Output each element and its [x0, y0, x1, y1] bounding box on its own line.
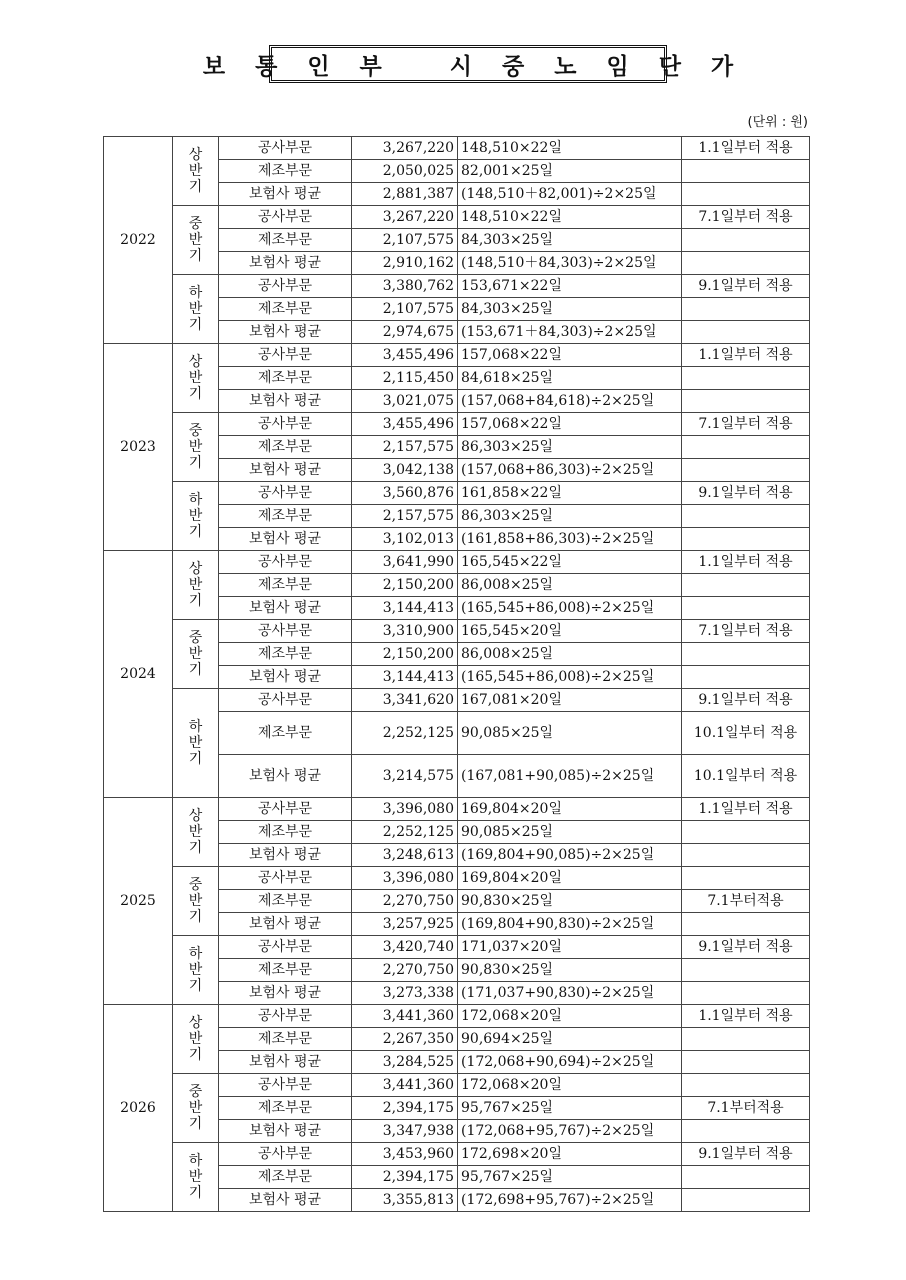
note-cell: 9.1일부터 적용	[682, 482, 810, 505]
sector-cell: 보험사 평균	[219, 666, 352, 689]
amount-cell: 2,881,387	[352, 183, 458, 206]
table-row	[104, 275, 810, 298]
amount-cell: 3,273,338	[352, 982, 458, 1005]
amount-cell: 3,455,496	[352, 344, 458, 367]
amount-cell: 3,396,080	[352, 867, 458, 890]
sector-cell: 공사부문	[219, 867, 352, 890]
note-cell	[682, 298, 810, 321]
sector-cell: 보험사 평균	[219, 844, 352, 867]
sector-cell: 제조부문	[219, 367, 352, 390]
formula-cell: 153,671×22일	[458, 275, 682, 298]
amount-cell: 3,248,613	[352, 844, 458, 867]
amount-cell: 3,144,413	[352, 666, 458, 689]
period-label: 하 반 기	[173, 936, 219, 1005]
amount-cell: 3,455,496	[352, 413, 458, 436]
note-cell	[682, 821, 810, 844]
note-cell: 1.1일부터 적용	[682, 137, 810, 160]
amount-cell: 3,420,740	[352, 936, 458, 959]
period-label: 하 반 기	[173, 275, 219, 344]
sector-cell: 제조부문	[219, 821, 352, 844]
year-cell: 2025	[104, 798, 173, 1005]
formula-cell: (169,804+90,085)÷2×25일	[458, 844, 682, 867]
formula-cell: 86,008×25일	[458, 643, 682, 666]
amount-cell: 2,150,200	[352, 643, 458, 666]
formula-cell: (172,068+95,767)÷2×25일	[458, 1120, 682, 1143]
amount-cell: 2,910,162	[352, 252, 458, 275]
note-cell: 7.1일부터 적용	[682, 620, 810, 643]
period-label: 상 반 기	[173, 344, 219, 413]
sector-cell: 제조부문	[219, 643, 352, 666]
amount-cell: 2,252,125	[352, 821, 458, 844]
table-row	[104, 206, 810, 229]
note-cell	[682, 1166, 810, 1189]
amount-cell: 2,267,350	[352, 1028, 458, 1051]
sector-cell: 공사부문	[219, 206, 352, 229]
sector-cell: 제조부문	[219, 574, 352, 597]
sector-cell: 공사부문	[219, 1005, 352, 1028]
sector-cell: 제조부문	[219, 298, 352, 321]
note-cell	[682, 505, 810, 528]
formula-cell: 90,694×25일	[458, 1028, 682, 1051]
year-cell: 2024	[104, 551, 173, 798]
sector-cell: 제조부문	[219, 1166, 352, 1189]
formula-cell: 161,858×22일	[458, 482, 682, 505]
formula-cell: (161,858+86,303)÷2×25일	[458, 528, 682, 551]
period-label: 중 반 기	[173, 620, 219, 689]
formula-cell: (171,037+90,830)÷2×25일	[458, 982, 682, 1005]
formula-cell: 95,767×25일	[458, 1097, 682, 1120]
sector-cell: 보험사 평균	[219, 597, 352, 620]
note-cell	[682, 459, 810, 482]
formula-cell: 157,068×22일	[458, 344, 682, 367]
note-cell	[682, 1074, 810, 1097]
formula-cell: (157,068+86,303)÷2×25일	[458, 459, 682, 482]
sector-cell: 공사부문	[219, 413, 352, 436]
sector-cell: 공사부문	[219, 551, 352, 574]
table-row	[104, 413, 810, 436]
amount-cell: 3,267,220	[352, 137, 458, 160]
year-cell: 2022	[104, 137, 173, 344]
note-cell	[682, 436, 810, 459]
note-cell	[682, 183, 810, 206]
note-cell	[682, 574, 810, 597]
amount-cell: 2,270,750	[352, 890, 458, 913]
amount-cell: 3,641,990	[352, 551, 458, 574]
formula-cell: 90,830×25일	[458, 959, 682, 982]
sector-cell: 보험사 평균	[219, 252, 352, 275]
formula-cell: 172,068×20일	[458, 1005, 682, 1028]
note-cell	[682, 160, 810, 183]
sector-cell: 제조부문	[219, 160, 352, 183]
note-cell	[682, 844, 810, 867]
formula-cell: (167,081+90,085)÷2×25일	[458, 755, 682, 798]
period-label: 중 반 기	[173, 1074, 219, 1143]
formula-cell: 157,068×22일	[458, 413, 682, 436]
note-cell: 7.1일부터 적용	[682, 206, 810, 229]
note-cell: 9.1일부터 적용	[682, 275, 810, 298]
note-cell: 9.1일부터 적용	[682, 936, 810, 959]
table-row	[104, 482, 810, 505]
amount-cell: 3,341,620	[352, 689, 458, 712]
sector-cell: 공사부문	[219, 620, 352, 643]
sector-cell: 공사부문	[219, 936, 352, 959]
note-cell: 7.1일부터 적용	[682, 413, 810, 436]
formula-cell: 90,085×25일	[458, 712, 682, 755]
formula-cell: 90,085×25일	[458, 821, 682, 844]
formula-cell: 84,303×25일	[458, 298, 682, 321]
formula-cell: 148,510×22일	[458, 137, 682, 160]
amount-cell: 3,355,813	[352, 1189, 458, 1212]
formula-cell: 82,001×25일	[458, 160, 682, 183]
amount-cell: 3,310,900	[352, 620, 458, 643]
period-label: 중 반 기	[173, 413, 219, 482]
formula-cell: (157,068+84,618)÷2×25일	[458, 390, 682, 413]
period-label: 상 반 기	[173, 798, 219, 867]
amount-cell: 3,441,360	[352, 1074, 458, 1097]
formula-cell: (165,545+86,008)÷2×25일	[458, 597, 682, 620]
formula-cell: 169,804×20일	[458, 867, 682, 890]
page-title: 보 통 인 부 시 중 노 임 단 가	[202, 53, 745, 80]
formula-cell: (148,510＋82,001)÷2×25일	[458, 183, 682, 206]
table-row	[104, 1074, 810, 1097]
period-label: 하 반 기	[173, 1143, 219, 1212]
formula-cell: 165,545×20일	[458, 620, 682, 643]
sector-cell: 제조부문	[219, 436, 352, 459]
amount-cell: 2,974,675	[352, 321, 458, 344]
sector-cell: 공사부문	[219, 1074, 352, 1097]
sector-cell: 공사부문	[219, 798, 352, 821]
sector-cell: 제조부문	[219, 505, 352, 528]
table-row	[104, 936, 810, 959]
sector-cell: 제조부문	[219, 890, 352, 913]
amount-cell: 3,257,925	[352, 913, 458, 936]
formula-cell: (165,545+86,008)÷2×25일	[458, 666, 682, 689]
period-label: 상 반 기	[173, 551, 219, 620]
amount-cell: 3,267,220	[352, 206, 458, 229]
amount-cell: 2,115,450	[352, 367, 458, 390]
sector-cell: 공사부문	[219, 275, 352, 298]
wage-table	[103, 136, 810, 1212]
amount-cell: 3,144,413	[352, 597, 458, 620]
table-row	[104, 620, 810, 643]
note-cell	[682, 597, 810, 620]
unit-note: (단위 : 원)	[747, 115, 808, 130]
amount-cell: 3,396,080	[352, 798, 458, 821]
sector-cell: 보험사 평균	[219, 755, 352, 798]
formula-cell: 86,303×25일	[458, 436, 682, 459]
amount-cell: 2,150,200	[352, 574, 458, 597]
formula-cell: 86,008×25일	[458, 574, 682, 597]
table-row	[104, 689, 810, 712]
note-cell	[682, 367, 810, 390]
amount-cell: 3,214,575	[352, 755, 458, 798]
table-row	[104, 1005, 810, 1028]
note-cell: 7.1부터적용	[682, 890, 810, 913]
amount-cell: 3,347,938	[352, 1120, 458, 1143]
note-cell	[682, 390, 810, 413]
note-cell: 7.1부터적용	[682, 1097, 810, 1120]
amount-cell: 3,453,960	[352, 1143, 458, 1166]
period-label: 상 반 기	[173, 137, 219, 206]
formula-cell: (172,698+95,767)÷2×25일	[458, 1189, 682, 1212]
sector-cell: 제조부문	[219, 1028, 352, 1051]
note-cell: 9.1일부터 적용	[682, 689, 810, 712]
formula-cell: (153,671＋84,303)÷2×25일	[458, 321, 682, 344]
amount-cell: 3,102,013	[352, 528, 458, 551]
amount-cell: 3,042,138	[352, 459, 458, 482]
amount-cell: 2,252,125	[352, 712, 458, 755]
note-cell	[682, 666, 810, 689]
wage-table-body	[104, 137, 810, 1212]
sector-cell: 보험사 평균	[219, 390, 352, 413]
sector-cell: 제조부문	[219, 959, 352, 982]
formula-cell: 172,698×20일	[458, 1143, 682, 1166]
formula-cell: (148,510＋84,303)÷2×25일	[458, 252, 682, 275]
note-cell: 1.1일부터 적용	[682, 344, 810, 367]
amount-cell: 3,560,876	[352, 482, 458, 505]
sector-cell: 보험사 평균	[219, 321, 352, 344]
table-row	[104, 551, 810, 574]
sector-cell: 공사부문	[219, 1143, 352, 1166]
note-cell	[682, 959, 810, 982]
note-cell	[682, 643, 810, 666]
note-cell: 1.1일부터 적용	[682, 1005, 810, 1028]
note-cell	[682, 229, 810, 252]
formula-cell: 95,767×25일	[458, 1166, 682, 1189]
sector-cell: 공사부문	[219, 344, 352, 367]
table-row	[104, 798, 810, 821]
sector-cell: 제조부문	[219, 229, 352, 252]
sector-cell: 제조부문	[219, 1097, 352, 1120]
sector-cell: 보험사 평균	[219, 528, 352, 551]
amount-cell: 2,394,175	[352, 1166, 458, 1189]
formula-cell: 172,068×20일	[458, 1074, 682, 1097]
sector-cell: 공사부문	[219, 137, 352, 160]
formula-cell: 167,081×20일	[458, 689, 682, 712]
note-cell: 1.1일부터 적용	[682, 551, 810, 574]
formula-cell: 86,303×25일	[458, 505, 682, 528]
amount-cell: 2,107,575	[352, 298, 458, 321]
period-label: 중 반 기	[173, 867, 219, 936]
note-cell	[682, 528, 810, 551]
note-cell	[682, 982, 810, 1005]
amount-cell: 2,157,575	[352, 436, 458, 459]
sector-cell: 공사부문	[219, 482, 352, 505]
amount-cell: 2,157,575	[352, 505, 458, 528]
note-cell	[682, 252, 810, 275]
table-row	[104, 1143, 810, 1166]
note-cell	[682, 321, 810, 344]
note-cell: 10.1일부터 적용	[682, 712, 810, 755]
formula-cell: 84,303×25일	[458, 229, 682, 252]
amount-cell: 3,380,762	[352, 275, 458, 298]
sector-cell: 보험사 평균	[219, 913, 352, 936]
formula-cell: (169,804+90,830)÷2×25일	[458, 913, 682, 936]
period-label: 중 반 기	[173, 206, 219, 275]
amount-cell: 2,270,750	[352, 959, 458, 982]
formula-cell: 169,804×20일	[458, 798, 682, 821]
amount-cell: 2,050,025	[352, 160, 458, 183]
table-row	[104, 344, 810, 367]
note-cell: 10.1일부터 적용	[682, 755, 810, 798]
formula-cell: 84,618×25일	[458, 367, 682, 390]
table-row	[104, 137, 810, 160]
formula-cell: (172,068+90,694)÷2×25일	[458, 1051, 682, 1074]
amount-cell: 2,394,175	[352, 1097, 458, 1120]
period-label: 하 반 기	[173, 482, 219, 551]
note-cell	[682, 1120, 810, 1143]
amount-cell: 3,284,525	[352, 1051, 458, 1074]
period-label: 상 반 기	[173, 1005, 219, 1074]
note-cell: 1.1일부터 적용	[682, 798, 810, 821]
note-cell	[682, 1051, 810, 1074]
formula-cell: 90,830×25일	[458, 890, 682, 913]
note-cell	[682, 1028, 810, 1051]
sector-cell: 보험사 평균	[219, 982, 352, 1005]
sector-cell: 공사부문	[219, 689, 352, 712]
note-cell	[682, 867, 810, 890]
page-title-box	[202, 45, 745, 83]
note-cell	[682, 1189, 810, 1212]
amount-cell: 3,441,360	[352, 1005, 458, 1028]
year-cell: 2026	[104, 1005, 173, 1212]
sector-cell: 보험사 평균	[219, 183, 352, 206]
note-cell	[682, 913, 810, 936]
table-row	[104, 867, 810, 890]
amount-cell: 2,107,575	[352, 229, 458, 252]
formula-cell: 171,037×20일	[458, 936, 682, 959]
period-label: 하 반 기	[173, 689, 219, 798]
sector-cell: 보험사 평균	[219, 1051, 352, 1074]
note-cell: 9.1일부터 적용	[682, 1143, 810, 1166]
formula-cell: 165,545×22일	[458, 551, 682, 574]
sector-cell: 보험사 평균	[219, 1120, 352, 1143]
formula-cell: 148,510×22일	[458, 206, 682, 229]
amount-cell: 3,021,075	[352, 390, 458, 413]
sector-cell: 제조부문	[219, 712, 352, 755]
sector-cell: 보험사 평균	[219, 459, 352, 482]
year-cell: 2023	[104, 344, 173, 551]
sector-cell: 보험사 평균	[219, 1189, 352, 1212]
